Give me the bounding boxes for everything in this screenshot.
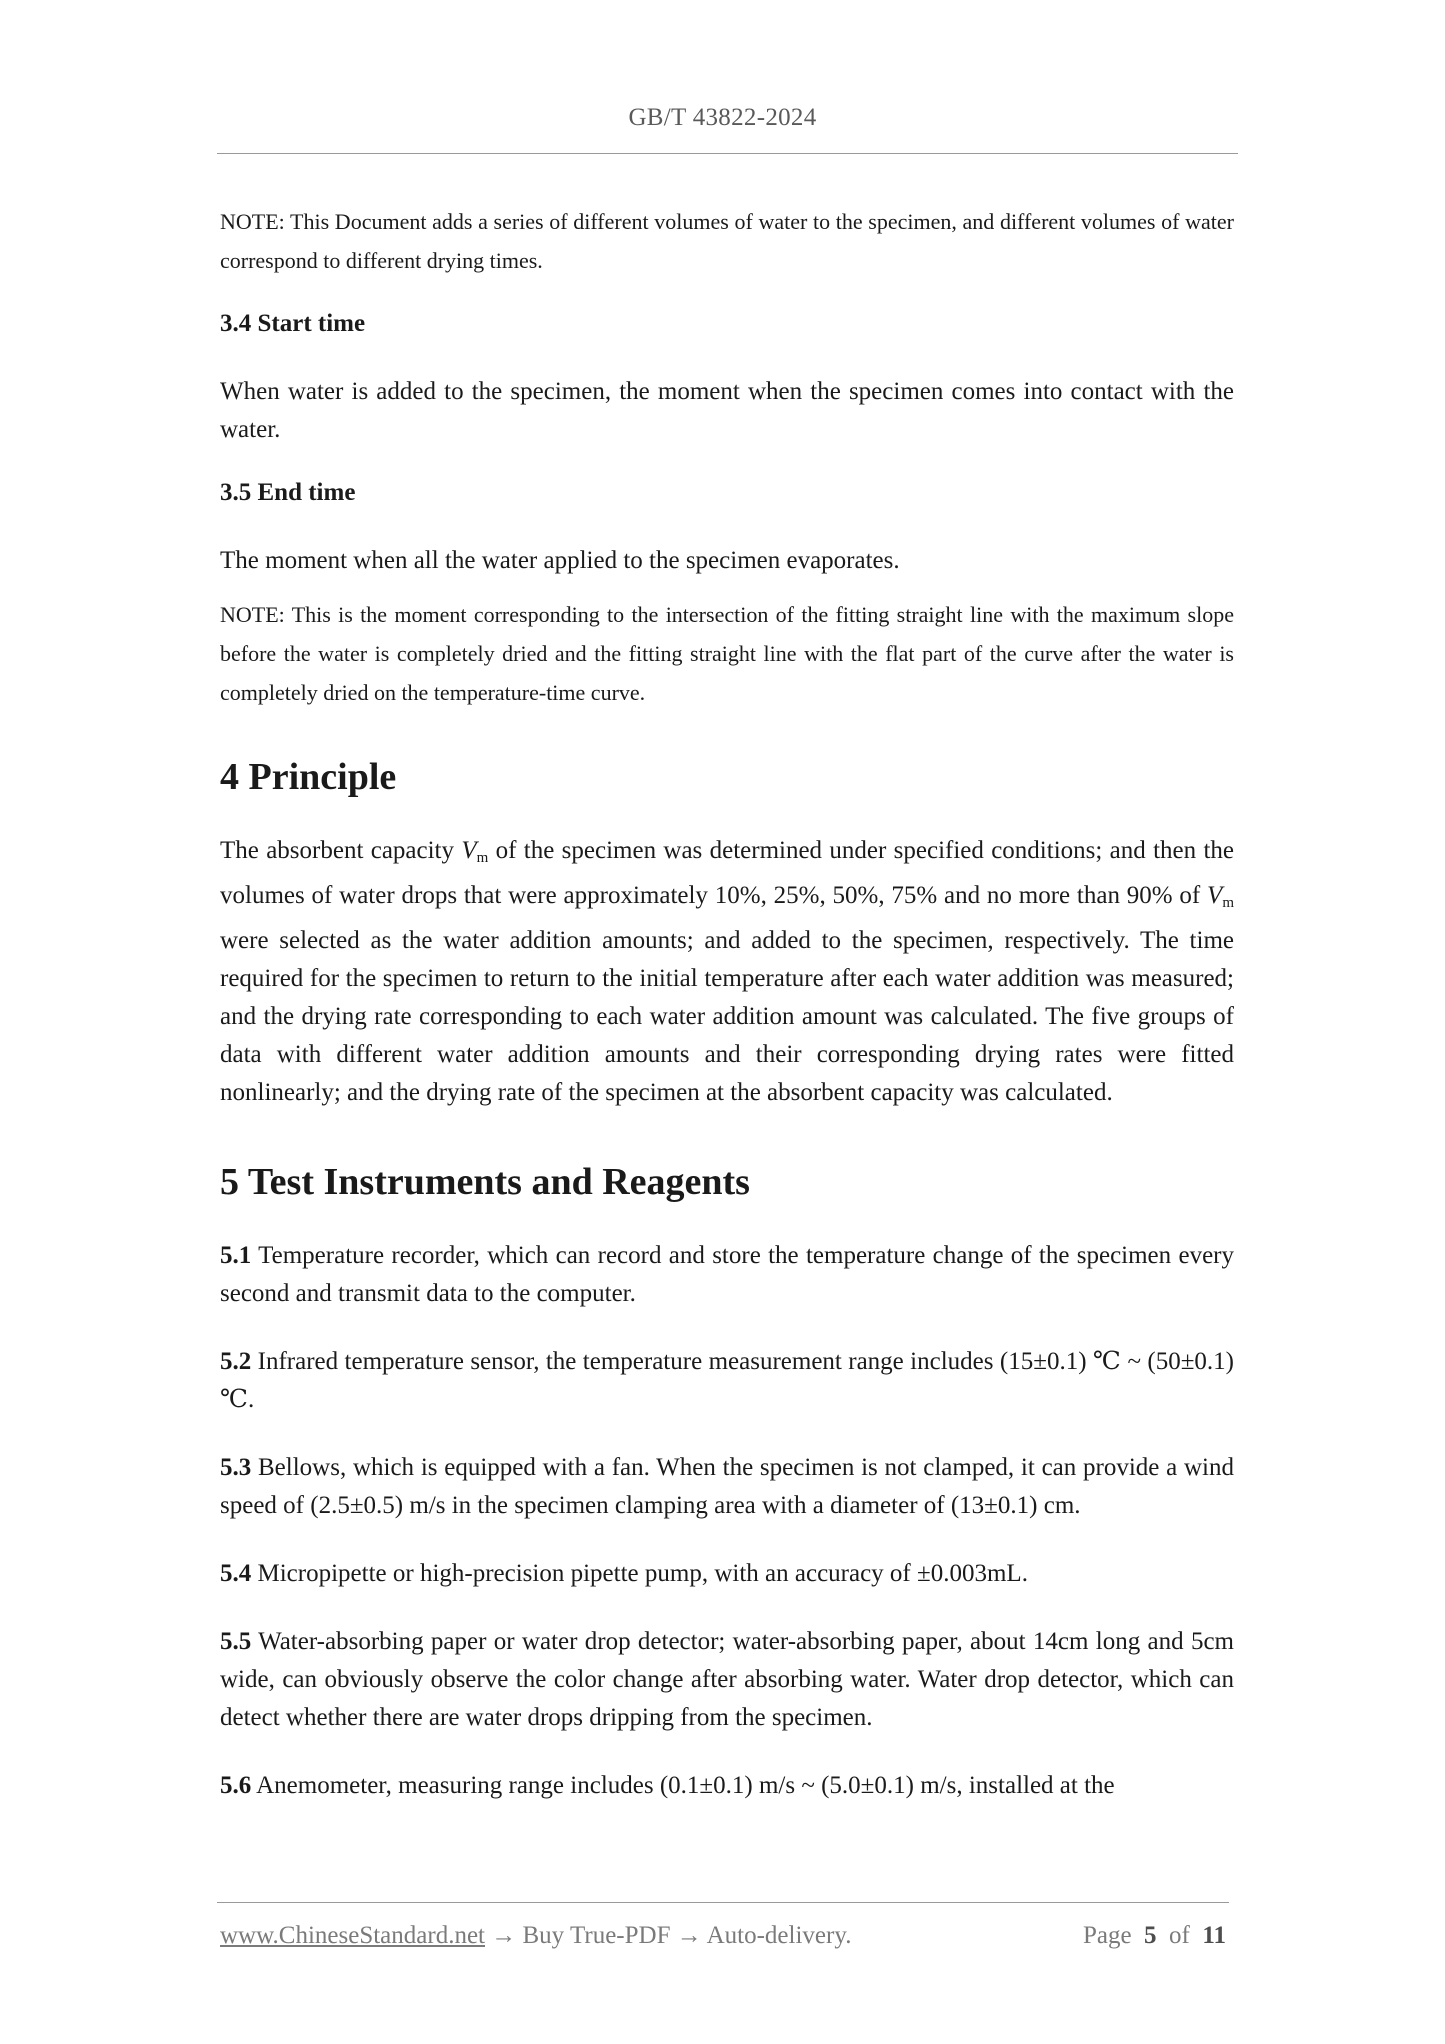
note-end-time: NOTE: This is the moment corresponding to the intersection of the fitting straight line with the maximum slope before the water is completely dried and the fitting straight line with the flat part of the curve after the water is completely dried on the temperature-time curve. bbox=[220, 602, 1234, 705]
header-divider bbox=[217, 153, 1238, 154]
footer-promo bbox=[220, 1922, 851, 1950]
footer-divider bbox=[217, 1902, 1229, 1903]
item-5-3-number: 5.3 bbox=[220, 1454, 252, 1481]
item-5-4-number: 5.4 bbox=[220, 1560, 252, 1587]
item-5-1-number: 5.1 bbox=[220, 1242, 252, 1269]
text-3-4: When water is added to the specimen, the moment when the specimen comes into contact with the water. bbox=[220, 378, 1234, 443]
principle-part-c: were selected as the water addition amounts; and added to the specimen, respectively. The time required for the specimen to return to the initial temperature after each water addition was measured; and the drying rate corresponding to each water addition amount was calculated. The five groups of data with different water addition amounts and their corresponding drying rates were fitted nonlinearly; and the drying rate of the specimen at the absorbent capacity was calculated. bbox=[220, 927, 1234, 1106]
heading-3-4: 3.4 Start time bbox=[220, 310, 366, 337]
page-total: 11 bbox=[1202, 1922, 1226, 1949]
header-standard-number: GB/T 43822-2024 bbox=[628, 104, 817, 131]
item-5-1-text: Temperature recorder, which can record and store the temperature change of the specimen every second and transmit data to the computer. bbox=[220, 1242, 1234, 1307]
var-v: V bbox=[461, 837, 477, 864]
item-5-6-text: Anemometer, measuring range includes (0.1±0.1) m/s ~ (5.0±0.1) m/s, installed at the bbox=[251, 1772, 1115, 1799]
heading-4-principle: 4 Principle bbox=[220, 756, 397, 798]
principle-part-a: The absorbent capacity bbox=[220, 837, 462, 864]
page-content bbox=[220, 202, 1234, 1805]
footer-promo-text: → Buy True-PDF → Auto-delivery. bbox=[485, 1922, 852, 1949]
page-number: 5 bbox=[1144, 1922, 1157, 1949]
item-5-6 bbox=[220, 1767, 1234, 1805]
item-5-6-number: 5.6 bbox=[220, 1772, 252, 1799]
principle-part-b: of the specimen was determined under specified conditions; and then the volumes of water drops that were approximately 10%, 25%, 50%, 75% and no more than 90% of bbox=[220, 837, 1234, 909]
item-5-5-text: Water-absorbing paper or water drop detector; water-absorbing paper, about 14cm long and 5cm wide, can obviously observe the color change after absorbing water. Water drop detector, which can detect whether there are water drops dripping from the specimen. bbox=[220, 1628, 1234, 1731]
website-link[interactable]: www.ChineseStandard.net bbox=[220, 1922, 485, 1949]
item-5-3 bbox=[220, 1449, 1234, 1525]
item-5-5 bbox=[220, 1623, 1234, 1737]
page-footer bbox=[220, 1922, 1226, 1958]
item-5-4-text: Micropipette or high-precision pipette pump, with an accuracy of ±0.003mL. bbox=[251, 1560, 1028, 1587]
heading-3-5: 3.5 End time bbox=[220, 479, 356, 506]
page-label: Page bbox=[1082, 1922, 1132, 1949]
of-label: of bbox=[1169, 1922, 1190, 1949]
item-5-3-text: Bellows, which is equipped with a fan. When the specimen is not clamped, it can provide a wind speed of (2.5±0.5) m/s in the specimen clamping area with a diameter of (13±0.1) cm. bbox=[220, 1454, 1234, 1519]
item-5-5-number: 5.5 bbox=[220, 1628, 252, 1655]
note-volumes: NOTE: This Document adds a series of different volumes of water to the specimen, and different volumes of water correspond to different drying times. bbox=[220, 209, 1234, 273]
heading-5-instruments: 5 Test Instruments and Reagents bbox=[220, 1161, 750, 1203]
var-subscript-m: m bbox=[476, 850, 489, 866]
text-3-5: The moment when all the water applied to the specimen evaporates. bbox=[220, 547, 900, 574]
page-indicator bbox=[1083, 1922, 1226, 1950]
var-v-2: V bbox=[1207, 882, 1223, 909]
item-5-2-text: Infrared temperature sensor, the temperature measurement range includes (15±0.1) ℃ ~ (50±0.1) ℃. bbox=[220, 1348, 1234, 1413]
item-5-4 bbox=[220, 1555, 1234, 1593]
var-subscript-m-2: m bbox=[1222, 895, 1234, 911]
item-5-2-number: 5.2 bbox=[220, 1348, 252, 1375]
item-5-2 bbox=[220, 1343, 1234, 1419]
text-principle bbox=[220, 832, 1234, 1112]
item-5-1 bbox=[220, 1237, 1234, 1313]
